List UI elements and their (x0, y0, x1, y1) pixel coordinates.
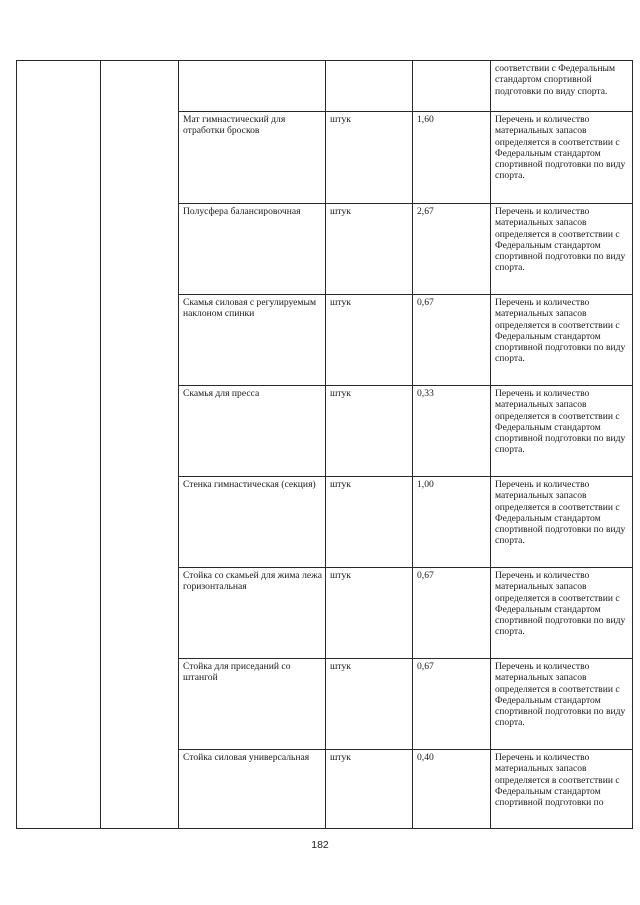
table-cell-note: Перечень и количество материальных запасов определяется в соответствии с Федеральным стандартом спортивной подготовки по виду спорта. (491, 568, 633, 659)
table-cell-qty: 0,40 (413, 750, 491, 829)
table-cell-name: Полусфера балансировочная (179, 204, 326, 295)
table-row (17, 61, 633, 112)
table-cell-note: соответствии с Федеральным стандартом спортивной подготовки по виду спорта. (491, 61, 633, 112)
table-cell-qty: 0,33 (413, 386, 491, 477)
table-cell-unit: штук (326, 568, 413, 659)
table-cell-qty: 1,60 (413, 112, 491, 204)
table-cell-qty (413, 61, 491, 112)
table-cell-name: Скамья силовая с регулируемым наклоном спинки (179, 295, 326, 386)
table-cell-note: Перечень и количество материальных запасов определяется в соответствии с Федеральным стандартом спортивной подготовки по виду спорта. (491, 477, 633, 568)
table-cell-note: Перечень и количество материальных запасов определяется в соответствии с Федеральным стандартом спортивной подготовки по виду спорта. (491, 659, 633, 750)
table-cell-qty: 0,67 (413, 295, 491, 386)
table-cell-note: Перечень и количество материальных запасов определяется в соответствии с Федеральным стандартом спортивной подготовки по виду спорта. (491, 295, 633, 386)
table-cell-name (179, 61, 326, 112)
table-cell-note: Перечень и количество материальных запасов определяется в соответствии с Федеральным стандартом спортивной подготовки по (491, 750, 633, 829)
table-cell-section (101, 61, 179, 829)
table-cell-unit: штук (326, 204, 413, 295)
table-cell-number (17, 61, 101, 829)
table-cell-name: Стойка для приседаний со штангой (179, 659, 326, 750)
table-cell-name: Стенка гимнастическая (секция) (179, 477, 326, 568)
equipment-table (16, 60, 633, 829)
table-cell-unit: штук (326, 659, 413, 750)
table-cell-qty: 1,00 (413, 477, 491, 568)
table-cell-unit: штук (326, 477, 413, 568)
table-cell-name: Стойка силовая универсальная (179, 750, 326, 829)
table-cell-name: Стойка со скамьей для жима лежа горизонтальная (179, 568, 326, 659)
table-cell-qty: 2,67 (413, 204, 491, 295)
table-cell-name: Скамья для пресса (179, 386, 326, 477)
table-cell-unit: штук (326, 386, 413, 477)
table-cell-unit: штук (326, 295, 413, 386)
page-number: 182 (311, 839, 329, 851)
table-cell-qty: 0,67 (413, 659, 491, 750)
table-cell-unit: штук (326, 750, 413, 829)
table-cell-unit: штук (326, 112, 413, 204)
table-cell-qty: 0,67 (413, 568, 491, 659)
table-cell-name: Мат гимнастический для отработки бросков (179, 112, 326, 204)
table-cell-note: Перечень и количество материальных запасов определяется в соответствии с Федеральным стандартом спортивной подготовки по виду спорта. (491, 204, 633, 295)
table-cell-unit (326, 61, 413, 112)
table-cell-note: Перечень и количество материальных запасов определяется в соответствии с Федеральным стандартом спортивной подготовки по виду спорта. (491, 386, 633, 477)
table-cell-note: Перечень и количество материальных запасов определяется в соответствии с Федеральным стандартом спортивной подготовки по виду спорта. (491, 112, 633, 204)
